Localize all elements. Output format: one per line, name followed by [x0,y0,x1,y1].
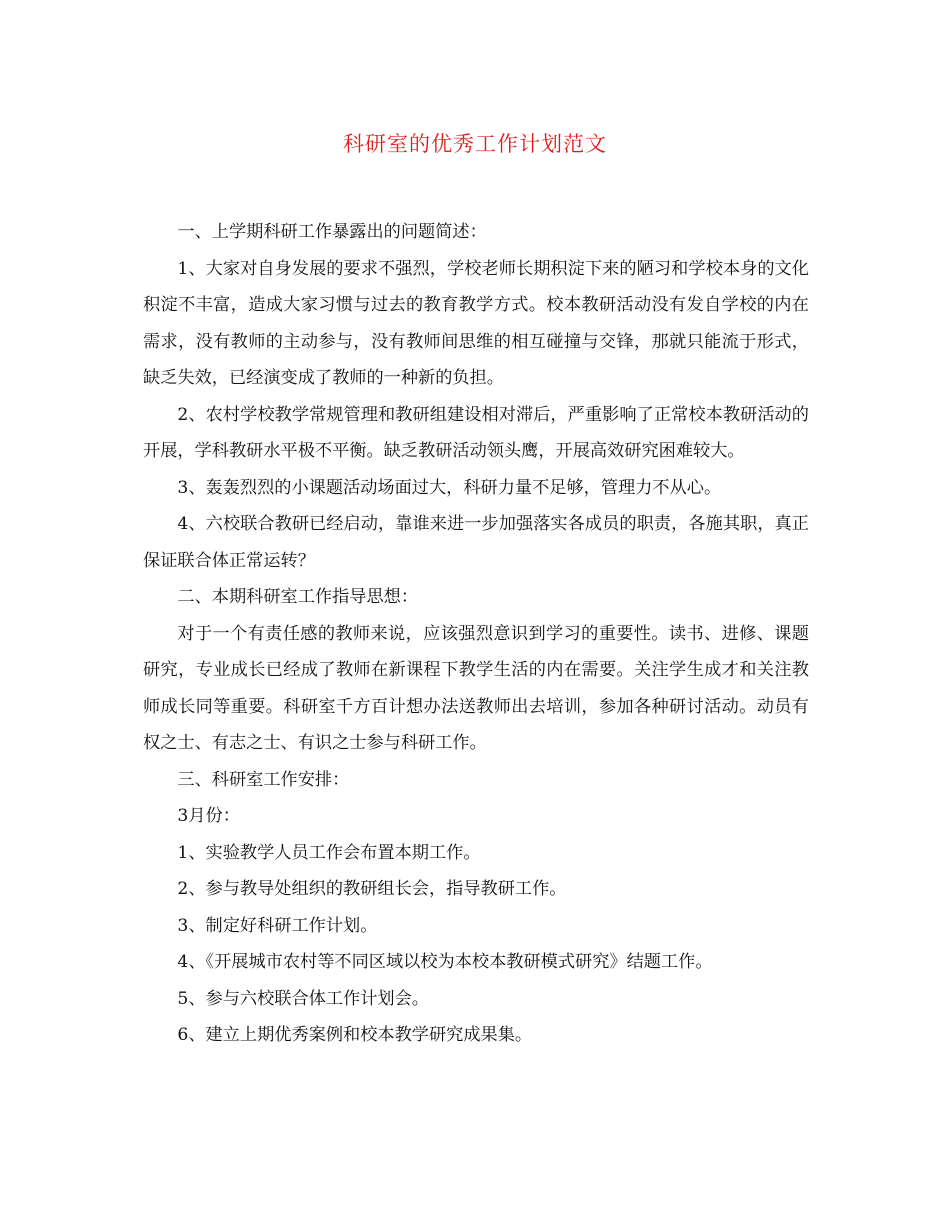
month-heading-march: 3月份： [177,806,240,826]
section-heading-arrangements: 三、科研室工作安排： [177,769,350,790]
list-item-march-6: 6、建立上期优秀案例和校本教学研究成果集。 [177,1025,533,1045]
list-item-march-4: 4、《开展城市农村等不同区域以校为本校本教研模式研究》结题工作。 [177,952,713,972]
section-heading-guiding-ideas: 二、本期科研室工作指导思想： [177,587,419,607]
paragraph-problem-4: 4、六校联合教研已经启动，靠谁来进一步加强落实各成员的职责，各施其职，真正保证联合体正常运转？ [143,514,809,571]
section-heading-problems: 一、上学期科研工作暴露出的问题简述： [177,222,487,242]
paragraph-guiding-ideas: 对于一个有责任感的教师来说，应该强烈意识到学习的重要性。读书、进修、课题研究，专业成长已经成了教师在新课程下教学生活的内在需要。关注学生成才和关注教师成长同等重要。科研室千方百计想办法送教师出去培训，参加各种研讨活动。动员有权之士、有志之士、有识之士参与科研工作。 [143,623,809,753]
list-item-march-5: 5、参与六校联合体工作计划会。 [177,988,429,1009]
paragraph-problem-3: 3、轰轰烈烈的小课题活动场面过大，科研力量不足够，管理力不从心。 [177,477,722,498]
list-item-march-2: 2、参与教导处组织的教研组长会，指导教研工作。 [177,879,567,899]
document-body [143,214,809,1054]
paragraph-problem-1: 1、大家对自身发展的要求不强烈，学校老师长期积淀下来的陋习和学校本身的文化积淀不丰富，造成大家习惯与过去的教育教学方式。校本教研活动没有发自学校的内在需求，没有教师的主动参与，没有教师间思维的相互碰撞与交锋，那就只能流于形式，缺乏失效，已经演变成了教师的一种新的负担。 [143,258,809,388]
paragraph-problem-2: 2、农村学校教学常规管理和教研组建设相对滞后，严重影响了正常校本教研活动的开展，学科教研水平极不平衡。缺乏教研活动领头鹰，开展高效研究困难较大。 [143,404,809,461]
document-title: 科研室的优秀工作计划范文 [343,132,607,156]
list-item-march-1: 1、实验教学人员工作会布置本期工作。 [177,842,481,863]
list-item-march-3: 3、制定好科研工作计划。 [177,915,378,936]
